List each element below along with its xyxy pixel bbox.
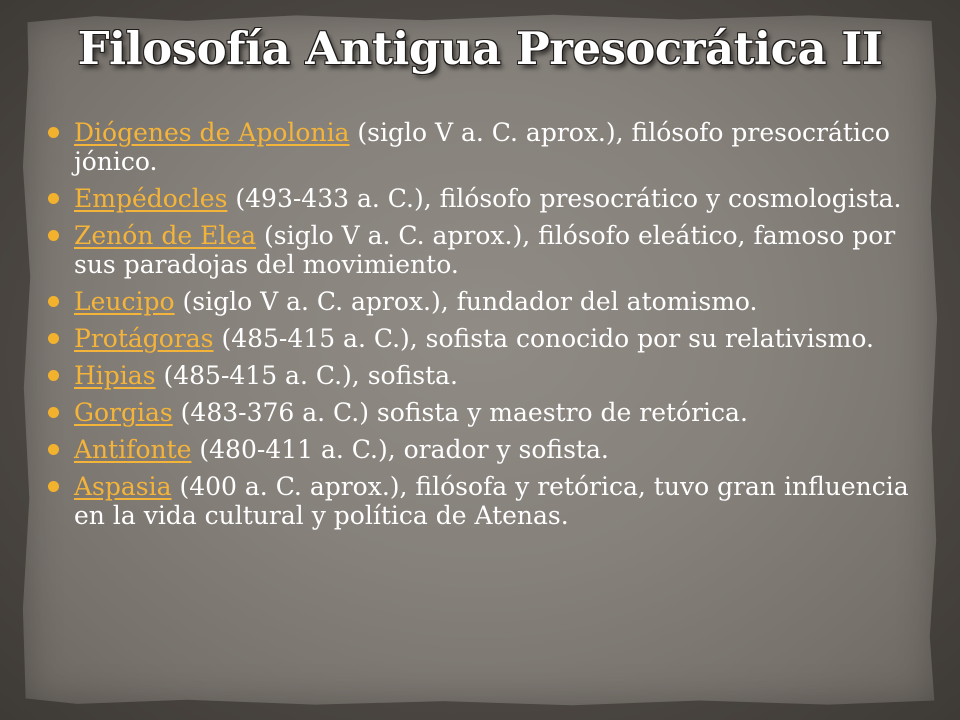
bullet-icon [48,407,59,418]
philosopher-link[interactable]: Leucipo [74,287,175,316]
philosopher-description: (493-433 a. C.), filósofo presocrático y cosmologista. [227,184,902,213]
philosopher-link[interactable]: Gorgias [74,398,173,427]
list-item [46,324,936,353]
bullet-icon [48,193,59,204]
philosopher-link[interactable]: Aspasia [74,472,172,501]
philosopher-description: (485-415 a. C.), sofista conocido por su relativismo. [213,324,874,353]
list-item [46,287,936,316]
philosopher-description: (siglo V a. C. aprox.), filósofo presocrático jónico. [74,118,890,176]
bullet-icon [48,444,59,455]
philosopher-description: (siglo V a. C. aprox.), filósofo eleático, famoso por sus paradojas del movimiento. [74,221,896,279]
bullet-icon [48,127,59,138]
philosopher-description: (485-415 a. C.), sofista. [155,361,458,390]
bullet-icon [48,370,59,381]
list-item [46,118,936,176]
list-item [46,184,936,213]
philosopher-description: (400 a. C. aprox.), filósofa y retórica, tuvo gran influencia en la vida cultural y política de Atenas. [74,472,909,530]
philosopher-link[interactable]: Protágoras [74,324,214,353]
philosopher-list [46,118,936,538]
philosopher-description: (siglo V a. C. aprox.), fundador del atomismo. [174,287,758,316]
philosopher-link[interactable]: Hipias [74,361,156,390]
list-item [46,472,936,530]
philosopher-description: (483-376 a. C.) sofista y maestro de retórica. [172,398,748,427]
bullet-icon [48,296,59,307]
philosopher-link[interactable]: Zenón de Elea [74,221,257,250]
philosopher-description: (480-411 a. C.), orador y sofista. [191,435,609,464]
philosopher-link[interactable]: Antifonte [74,435,192,464]
list-item [46,398,936,427]
bullet-icon [48,230,59,241]
slide-title: Filosofía Antigua Presocrática II [77,22,883,75]
bullet-icon [48,333,59,344]
list-item [46,435,936,464]
bullet-icon [48,481,59,492]
list-item [46,361,936,390]
list-item [46,221,936,279]
philosopher-link[interactable]: Empédocles [74,184,228,213]
philosopher-link[interactable]: Diógenes de Apolonia [74,118,350,147]
